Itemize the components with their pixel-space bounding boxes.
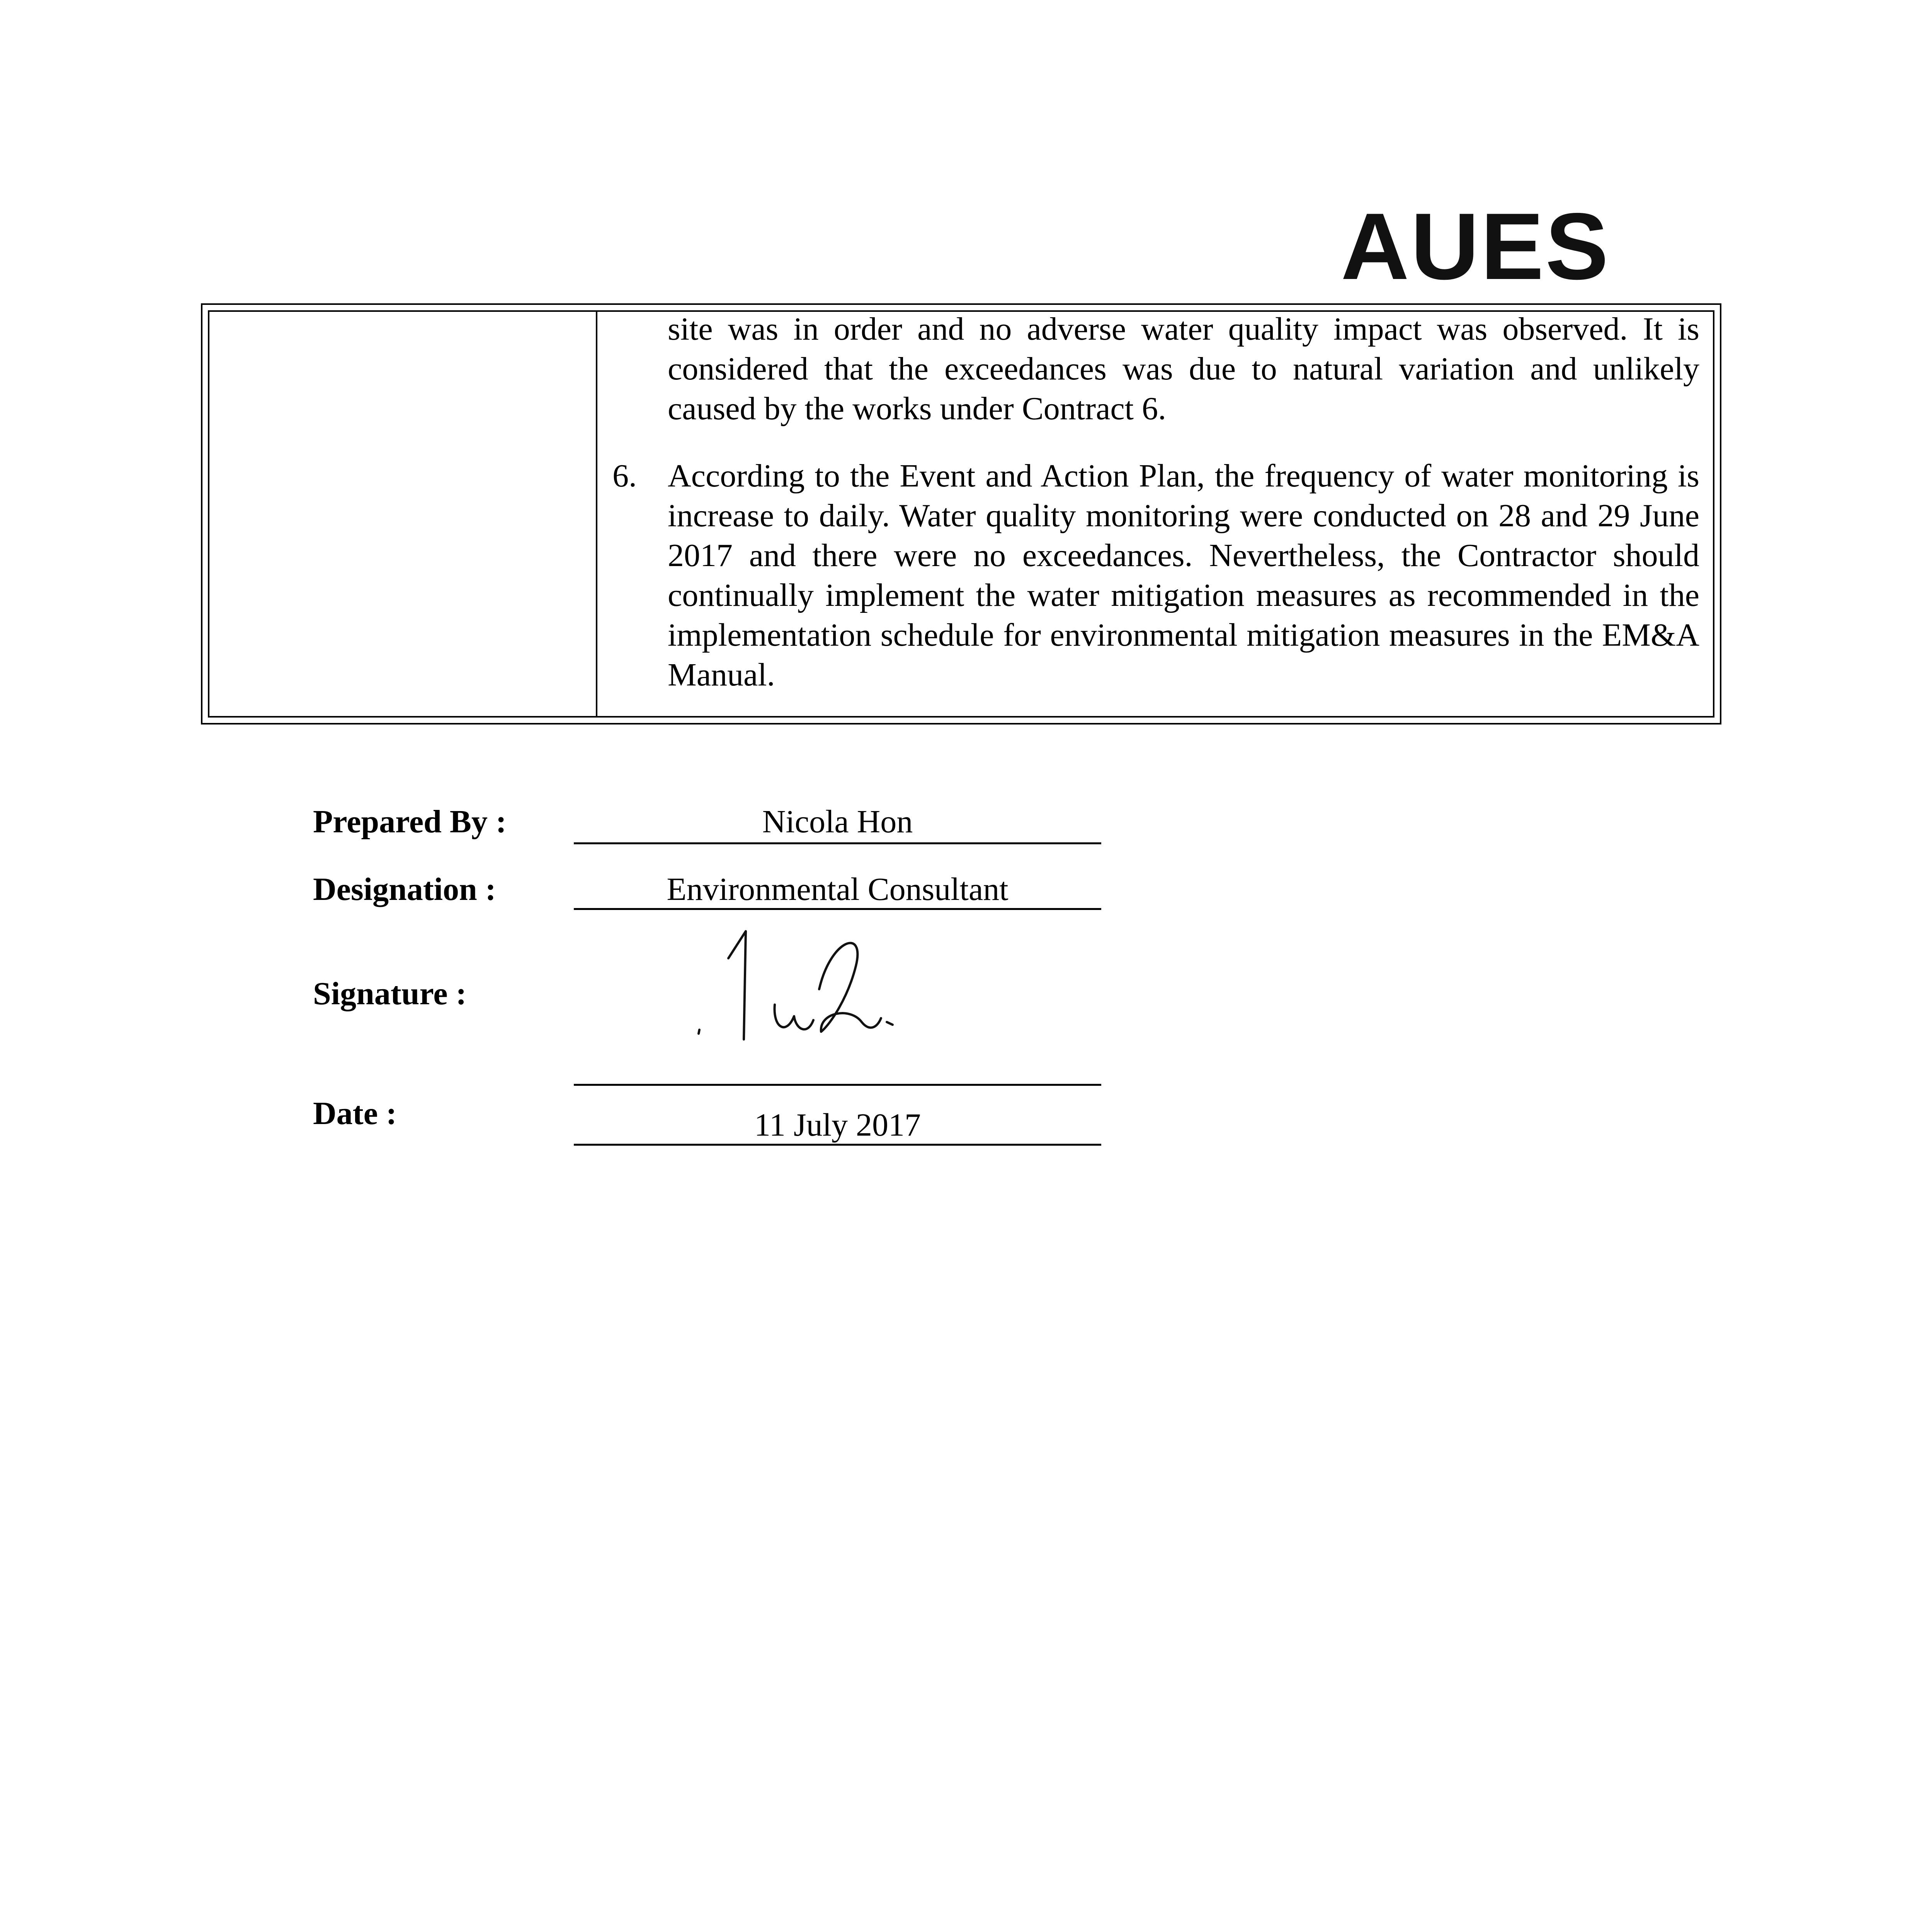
signature-icon [692,923,970,1055]
designation-value: Environmental Consultant [667,871,1009,907]
list-item-number: 6. [612,458,637,494]
company-logo [1341,193,1610,299]
prepared-by-underline [574,842,1101,844]
list-item-text: According to the Event and Action Plan, the frequency of water monitoring is increase to daily. Water quality monitoring were conducted on 28 and 29 June 2017 and there were no exceedances. Nevertheless, the Contractor should continually implement the water mitigation measures as recommended in the implementation schedule for environmental mitigation measures in the EM&A Manual. [668,458,1699,693]
continuation-paragraph: site was in order and no adverse water quality impact was observed. It is considered that the exceedances was due to natural variation and unlikely caused by the works under Contract 6. [668,311,1699,427]
date-label: Date : [313,1095,397,1131]
prepared-by-label: Prepared By : [313,804,507,840]
table-column-divider [596,312,597,716]
signature-label: Signature : [313,976,467,1012]
prepared-by-value: Nicola Hon [762,804,913,840]
designation-underline [574,908,1101,910]
date-value: 11 July 2017 [754,1107,921,1143]
designation-label: Designation : [313,871,496,907]
signature-underline [574,1084,1101,1086]
date-underline [574,1144,1101,1146]
logo-text: AUES [1341,193,1610,299]
